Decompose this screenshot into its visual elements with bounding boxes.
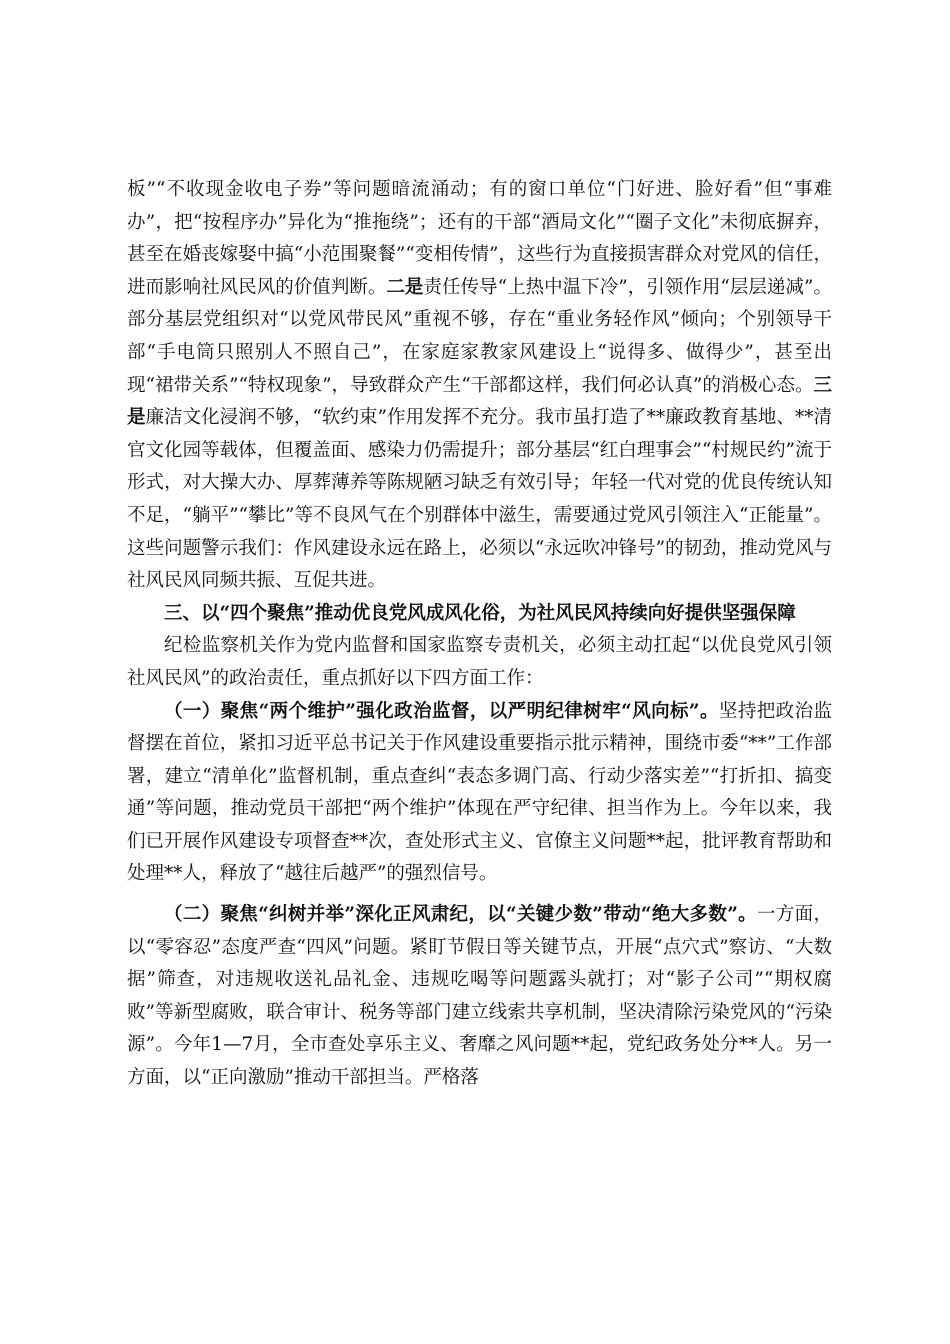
paragraph-focus-two	[127, 899, 832, 1095]
paragraph-problems	[127, 174, 832, 598]
bold-marker-second: 二是	[386, 276, 424, 298]
paragraph-text: 坚持把政治监督摆在首位，紧扣习近平总书记关于作风建设重要指示批示精神，围绕市委“**”工作部署，建立“清单化”监督机制，重点查纠“表态多调门高、行动少落实差”“打折扣、搞变通”等问题，推动党员干部把“两个维护”体现在严守纪律、担当作为上。今年以来，我们已开展作风建设专项督查**次，查处形式主义、官僚主义问题**起，批评教育帮助和处理**人，释放了“越往后越严”的强烈信号。	[127, 700, 832, 885]
paragraph-text: 责任传导“上热中温下冷”，引领作用“层层递减”。部分基层党组织对“以党风带民风”重视不够，存在“重业务轻作风”倾向；个别领导干部“手电筒只照别人不照自己”，在家庭家教家风建设上“说得多、做得少”，甚至出现“裙带关系”“特权现象”，导致群众产生“干部都这样，我们何必认真”的消极心态。	[127, 276, 832, 396]
paragraph-text: 板”“不收现金收电子券”等问题暗流涌动；有的窗口单位“门好进、脸好看”但“事难办”，把“按程序办”异化为“推拖绕”；还有的干部“酒局文化”“圈子文化”未彻底摒弃，甚至在婚丧嫁娶中搞“小范围聚餐”“变相传情”，这些行为直接损害群众对党风的信任，进而影响社风民风的价值判断。	[127, 179, 832, 298]
section-heading-three: 三、以“四个聚焦”推动优良党风成风化俗，为社风民风持续向好提供坚强保障	[164, 602, 796, 624]
subheading-focus-one: （一）聚焦“两个维护”强化政治监督，以严明纪律树牢“风向标”。	[164, 700, 719, 722]
paragraph-focus-one	[127, 696, 832, 892]
paragraph-intro: 纪检监察机关作为党内监督和国家监察专责机关，必须主动扛起“以优良党风引领社风民风”的政治责任，重点抓好以下四方面工作：	[127, 635, 832, 689]
paragraph-text: 廉洁文化浸润不够，“软约束”作用发挥不充分。我市虽打造了**廉政教育基地、**清官文化园等载体，但覆盖面、感染力仍需提升；部分基层“红白理事会”“村规民约”流于形式，对大操大办、厚葬薄养等陈规陋习缺乏有效引导；年轻一代对党的优良传统认知不足，“躺平”“攀比”等不良风气在个别群体中滋生，需要通过党风引领注入“正能量”。这些问题警示我们：作风建设永远在路上，必须以“永远吹冲锋号”的韧劲，推动党风与社风民风同频共振、互促共进。	[127, 407, 832, 592]
paragraph-text: 一方面，以“零容忍”态度严查“四风”问题。紧盯节假日等关键节点，开展“点穴式”察访、“大数据”筛查，对违规收送礼品礼金、违规吃喝等问题露头就打；对“影子公司”“期权腐败”等新型腐败，联合审计、税务等部门建立线索共享机制，坚决清除污染党风的“污染源”。今年1—7月，全市查处享乐主义、奢靡之风问题**起，党纪政务处分**人。另一方面，以“正向激励”推动干部担当。严格落	[127, 904, 832, 1089]
bold-marker-third: 三是	[127, 374, 832, 429]
document-page	[127, 174, 832, 1095]
subheading-focus-two: （二）聚焦“纠树并举”深化正风肃纪，以“关键少数”带动“绝大多数”。	[164, 904, 757, 926]
